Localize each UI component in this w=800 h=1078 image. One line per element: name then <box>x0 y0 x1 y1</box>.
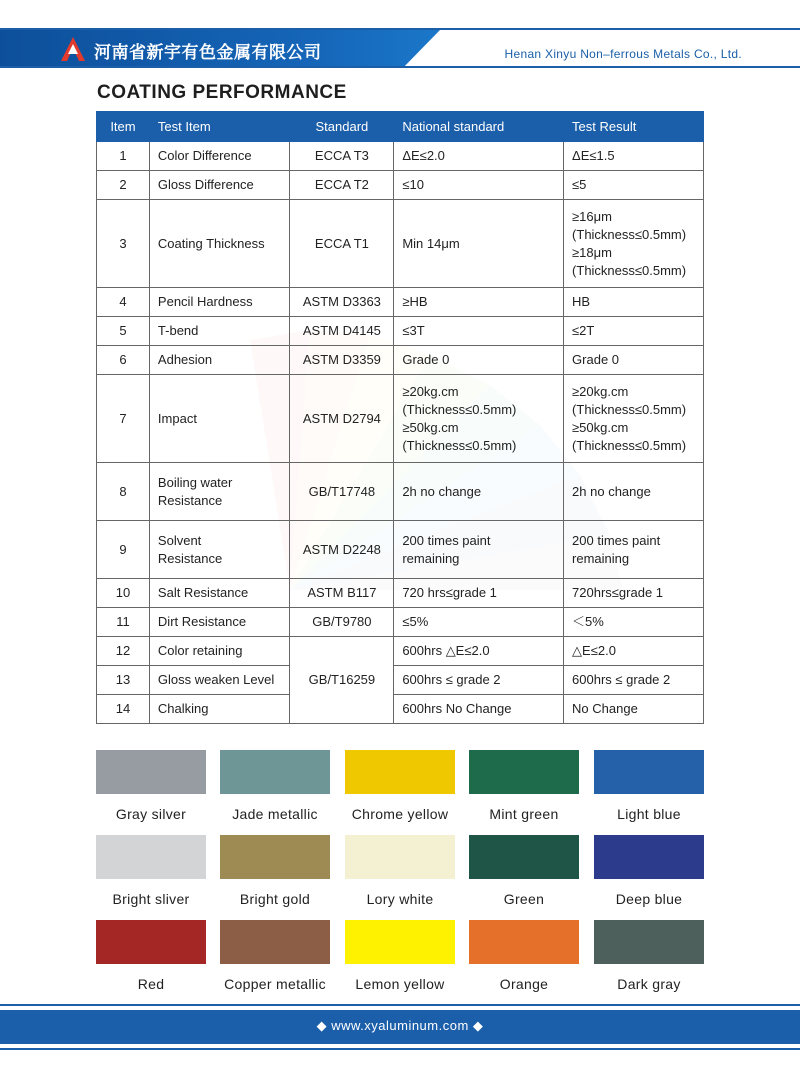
cell-test-result <box>564 608 704 637</box>
swatch-label: Gray silver <box>115 806 187 822</box>
swatch-label: Orange <box>499 976 549 992</box>
cell-national-standard-line: ≥50kg.cm <box>402 419 459 435</box>
table-row <box>97 288 704 317</box>
cell-national-standard <box>394 608 564 637</box>
cell-item: 9 <box>97 521 150 579</box>
color-swatch <box>469 920 579 992</box>
table-row <box>97 375 704 463</box>
cell-test-item-line: Color Difference <box>157 148 252 163</box>
cell-national-standard-line: Min 14μm <box>402 235 460 251</box>
company-logo-icon <box>60 36 86 62</box>
cell-national-standard-line: remaining <box>402 550 460 566</box>
cell-test-result-line: ≤2T <box>572 323 595 338</box>
color-swatch <box>96 920 206 992</box>
cell-test-result <box>564 521 704 579</box>
cell-national-standard-line: ≥20kg.cm <box>402 383 459 399</box>
swatch-color-box <box>469 835 579 879</box>
cell-standard: ECCA T2 <box>290 171 394 200</box>
cell-national-standard <box>394 171 564 200</box>
cell-standard: ASTM D3363 <box>290 288 394 317</box>
cell-item: 10 <box>97 579 150 608</box>
swatch-label: Chrome yellow <box>351 806 449 822</box>
page-header <box>0 0 800 70</box>
cell-standard: GB/T16259 <box>290 637 394 724</box>
swatch-label: Jade metallic <box>232 806 318 822</box>
col-header-national-standard: National standard <box>394 112 564 142</box>
cell-test-result-line: 600hrs ≤ grade 2 <box>572 672 671 687</box>
swatch-color-box <box>594 835 704 879</box>
swatch-color-box <box>220 750 330 794</box>
cell-test-result-line: ΔE≤1.5 <box>572 148 615 163</box>
cell-test-item <box>149 346 290 375</box>
cell-item: 6 <box>97 346 150 375</box>
table-row <box>97 521 704 579</box>
cell-test-result <box>564 288 704 317</box>
cell-test-item-line: Gloss weaken Level <box>157 672 275 687</box>
cell-standard: ASTM D3359 <box>290 346 394 375</box>
swatch-label: Mint green <box>489 806 559 822</box>
swatch-label: Lory white <box>366 891 434 907</box>
swatch-color-box <box>594 920 704 964</box>
cell-national-standard <box>394 463 564 521</box>
cell-national-standard <box>394 346 564 375</box>
cell-test-item-line: Resistance <box>157 550 223 566</box>
cell-test-item-line: Resistance <box>157 492 223 508</box>
footer-bottom-line <box>0 1048 800 1050</box>
cell-standard: ECCA T3 <box>290 142 394 171</box>
swatch-color-box <box>345 835 455 879</box>
swatch-label: Deep blue <box>615 891 683 907</box>
cell-national-standard <box>394 637 564 666</box>
cell-test-result-line: (Thickness≤0.5mm) <box>572 262 687 278</box>
cell-test-result <box>564 695 704 724</box>
cell-test-result-line: (Thickness≤0.5mm) <box>572 437 687 453</box>
cell-item: 13 <box>97 666 150 695</box>
swatch-label: Light blue <box>617 806 681 822</box>
cell-national-standard <box>394 142 564 171</box>
cell-test-item <box>149 171 290 200</box>
cell-test-item <box>149 608 290 637</box>
swatch-label: Copper metallic <box>224 976 326 992</box>
swatch-color-box <box>594 750 704 794</box>
swatch-color-box <box>469 750 579 794</box>
cell-national-standard-line: 200 times paint <box>402 532 491 548</box>
cell-test-result <box>564 142 704 171</box>
cell-test-item <box>149 463 290 521</box>
cell-national-standard <box>394 521 564 579</box>
cell-test-item <box>149 317 290 346</box>
cell-test-item <box>149 521 290 579</box>
page-title: COATING PERFORMANCE <box>97 82 347 103</box>
cell-test-result-line: ≥16μm <box>572 208 612 224</box>
table-row <box>97 579 704 608</box>
table-row <box>97 171 704 200</box>
swatch-label: Lemon yellow <box>355 976 445 992</box>
swatch-label: Bright sliver <box>112 891 190 907</box>
table-row <box>97 317 704 346</box>
cell-national-standard-line: ≤3T <box>402 323 425 338</box>
table-row <box>97 637 704 666</box>
cell-national-standard <box>394 579 564 608</box>
cell-test-item-line: Boiling water <box>157 474 233 490</box>
color-swatch <box>220 750 330 822</box>
swatch-color-box <box>220 920 330 964</box>
cell-national-standard-line: (Thickness≤0.5mm) <box>402 437 517 453</box>
cell-item: 7 <box>97 375 150 463</box>
swatch-color-box <box>469 920 579 964</box>
color-swatch <box>220 920 330 992</box>
cell-national-standard-line: 2h no change <box>402 483 482 499</box>
table-row <box>97 463 704 521</box>
website-url: ◆ www.xyaluminum.com ◆ <box>316 1018 484 1033</box>
cell-test-item-line: Solvent <box>157 532 202 548</box>
cell-national-standard <box>394 288 564 317</box>
cell-test-result <box>564 637 704 666</box>
swatch-color-box <box>345 920 455 964</box>
cell-test-item <box>149 579 290 608</box>
cell-test-result-line: Grade 0 <box>572 352 620 367</box>
color-swatch <box>220 835 330 907</box>
cell-standard: ASTM B117 <box>290 579 394 608</box>
cell-test-result <box>564 375 704 463</box>
cell-item: 4 <box>97 288 150 317</box>
cell-test-item <box>149 375 290 463</box>
company-name-cn: 河南省新宇有色金属有限公司 <box>94 43 322 62</box>
cell-test-result-line: 720hrs≤grade 1 <box>572 585 664 600</box>
cell-test-item-line: Dirt Resistance <box>157 614 247 629</box>
cell-test-item-line: T-bend <box>157 323 199 338</box>
cell-item: 5 <box>97 317 150 346</box>
cell-test-result-line: HB <box>572 294 591 309</box>
cell-test-result-line: △E≤2.0 <box>572 643 616 658</box>
cell-test-result-line: ＜5% <box>572 614 604 629</box>
color-swatch <box>96 750 206 822</box>
cell-test-result-line: 200 times paint <box>572 532 661 548</box>
cell-test-item <box>149 666 290 695</box>
col-header-test-item: Test Item <box>149 112 290 142</box>
cell-national-standard-line: 600hrs No Change <box>402 701 512 716</box>
cell-standard: ASTM D2794 <box>290 375 394 463</box>
cell-test-item <box>149 200 290 288</box>
cell-test-result <box>564 346 704 375</box>
cell-national-standard <box>394 200 564 288</box>
cell-test-result <box>564 666 704 695</box>
cell-item: 11 <box>97 608 150 637</box>
cell-test-result-line: (Thickness≤0.5mm) <box>572 401 687 417</box>
color-swatch <box>469 750 579 822</box>
swatch-color-box <box>345 750 455 794</box>
cell-item: 14 <box>97 695 150 724</box>
cell-test-item-line: Impact <box>157 410 197 426</box>
color-swatch <box>345 835 455 907</box>
cell-national-standard-line: (Thickness≤0.5mm) <box>402 401 517 417</box>
cell-national-standard <box>394 375 564 463</box>
cell-standard: ECCA T1 <box>290 200 394 288</box>
swatch-label: Red <box>137 976 165 992</box>
cell-test-result <box>564 171 704 200</box>
cell-test-item <box>149 637 290 666</box>
cell-test-result-line: remaining <box>572 550 630 566</box>
cell-test-result-line: ≥18μm <box>572 244 612 260</box>
table-header-row <box>97 112 704 142</box>
cell-standard: ASTM D2248 <box>290 521 394 579</box>
cell-test-result-line: ≥50kg.cm <box>572 419 629 435</box>
cell-test-item <box>149 142 290 171</box>
cell-test-item-line: Adhesion <box>157 352 213 367</box>
cell-item: 2 <box>97 171 150 200</box>
header-bottom-line <box>0 66 800 68</box>
cell-national-standard-line: ≤10 <box>402 177 424 192</box>
cell-test-result <box>564 200 704 288</box>
page-footer <box>0 1010 800 1044</box>
header-top-line <box>0 28 800 30</box>
col-header-standard: Standard <box>290 112 394 142</box>
table-row <box>97 346 704 375</box>
swatch-color-box <box>96 835 206 879</box>
company-name-en: Henan Xinyu Non–ferrous Metals Co., Ltd. <box>504 47 742 61</box>
cell-test-result <box>564 463 704 521</box>
swatch-color-box <box>96 750 206 794</box>
cell-national-standard-line: ≤5% <box>402 614 429 629</box>
cell-national-standard-line: 720 hrs≤grade 1 <box>402 585 497 600</box>
swatch-color-box <box>220 835 330 879</box>
cell-test-result-line: ≥20kg.cm <box>572 383 629 399</box>
cell-national-standard <box>394 666 564 695</box>
cell-standard: GB/T17748 <box>290 463 394 521</box>
swatch-label: Green <box>503 891 545 907</box>
cell-national-standard <box>394 695 564 724</box>
color-swatch <box>345 750 455 822</box>
color-swatch <box>594 750 704 822</box>
cell-national-standard-line: ≥HB <box>402 294 428 309</box>
cell-test-item-line: Salt Resistance <box>157 585 249 600</box>
col-header-item: Item <box>97 112 150 142</box>
swatch-color-box <box>96 920 206 964</box>
color-swatch <box>469 835 579 907</box>
cell-item: 12 <box>97 637 150 666</box>
cell-item: 8 <box>97 463 150 521</box>
color-swatch <box>345 920 455 992</box>
color-swatch <box>96 835 206 907</box>
cell-test-item-line: Chalking <box>157 701 209 716</box>
table-row <box>97 142 704 171</box>
table-row <box>97 200 704 288</box>
cell-national-standard-line: Grade 0 <box>402 352 450 367</box>
cell-test-result-line: (Thickness≤0.5mm) <box>572 226 687 242</box>
color-swatch <box>594 835 704 907</box>
cell-test-result-line: 2h no change <box>572 483 651 499</box>
cell-national-standard <box>394 317 564 346</box>
cell-test-item <box>149 695 290 724</box>
table-row <box>97 666 704 695</box>
cell-standard: GB/T9780 <box>290 608 394 637</box>
cell-item: 1 <box>97 142 150 171</box>
table-row <box>97 695 704 724</box>
cell-test-item <box>149 288 290 317</box>
color-swatch <box>594 920 704 992</box>
col-header-test-result: Test Result <box>564 112 704 142</box>
cell-test-item-line: Color retaining <box>157 643 243 658</box>
cell-test-result-line: ≤5 <box>572 177 587 192</box>
cell-test-result <box>564 579 704 608</box>
coating-performance-table <box>96 111 704 724</box>
cell-national-standard-line: 600hrs △E≤2.0 <box>402 643 490 658</box>
cell-test-item-line: Gloss Difference <box>157 177 254 192</box>
footer-top-line <box>0 1004 800 1006</box>
cell-national-standard-line: ΔE≤2.0 <box>402 148 445 163</box>
cell-test-item-line: Coating Thickness <box>157 235 265 251</box>
cell-test-item-line: Pencil Hardness <box>157 294 253 309</box>
swatch-label: Dark gray <box>617 976 681 992</box>
cell-test-result-line: No Change <box>572 701 638 716</box>
cell-standard: ASTM D4145 <box>290 317 394 346</box>
table-row <box>97 608 704 637</box>
cell-test-result <box>564 317 704 346</box>
cell-item: 3 <box>97 200 150 288</box>
cell-national-standard-line: 600hrs ≤ grade 2 <box>402 672 501 687</box>
swatch-label: Bright gold <box>239 891 311 907</box>
